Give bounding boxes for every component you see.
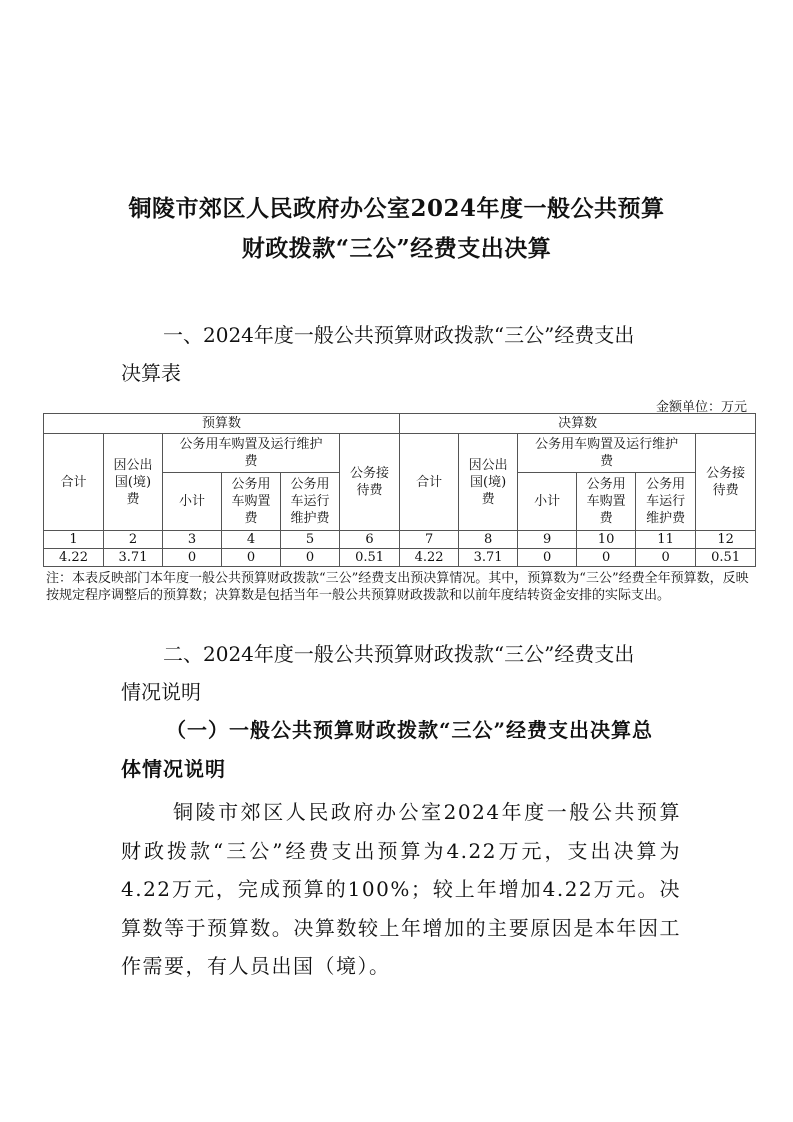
value-cell: 4.22 [44, 549, 104, 567]
index-cell: 3 [163, 531, 222, 549]
value-cell: 4.22 [400, 549, 459, 567]
overall-description-paragraph: 铜陵市郊区人民政府办公室2024年度一般公共预算财政拨款“三公”经费支出预算为4.22万元，支出决算为4.22万元，完成预算的100%；较上年增加4.22万元。决算数等于预算数。决算数较上年增加的主要原因是本年因工作需要，有人员出国（境）。 [121, 800, 681, 978]
header-vehicle-operation: 公务用 车运行 维护费 [281, 473, 340, 531]
index-cell: 8 [459, 531, 518, 549]
index-cell: 1 [44, 531, 104, 549]
index-cell: 10 [577, 531, 636, 549]
section1-heading-cont: 决算表 [121, 361, 181, 385]
document-title-line1: 铜陵市郊区人民政府办公室2024年度一般公共预算 [128, 195, 665, 222]
header-vehicle: 公务用车购置及运行维护 费 [518, 434, 696, 473]
header-subtotal: 小计 [163, 473, 222, 531]
value-cell: 0 [163, 549, 222, 567]
index-cell: 5 [281, 531, 340, 549]
table-note: 注：本表反映部门本年度一般公共预算财政拨款“三公”经费支出预决算情况。其中，预算数为“三公”经费全年预算数，反映按规定程序调整后的预算数；决算数是包括当年一般公共预算财政拨款和以前年度结转资金安排的实际支出。 [46, 571, 749, 603]
index-cell: 9 [518, 531, 577, 549]
header-vehicle-operation: 公务用 车运行 维护费 [636, 473, 696, 531]
value-row [44, 549, 756, 567]
value-cell: 0.51 [340, 549, 400, 567]
index-cell: 4 [222, 531, 281, 549]
index-row [44, 531, 756, 549]
header-vehicle-purchase: 公务用 车购置 费 [222, 473, 281, 531]
value-cell: 0 [518, 549, 577, 567]
index-cell: 6 [340, 531, 400, 549]
amount-unit: 金额单位：万元 [655, 400, 747, 415]
header-vehicle: 公务用车购置及运行维护 费 [163, 434, 340, 473]
index-cell: 12 [696, 531, 756, 549]
section1-heading: 一、2024年度一般公共预算财政拨款“三公”经费支出 [163, 323, 635, 347]
value-cell: 0 [577, 549, 636, 567]
document-title-line2: 财政拨款“三公”经费支出决算 [241, 235, 552, 262]
index-cell: 7 [400, 531, 459, 549]
index-cell: 11 [636, 531, 696, 549]
subsection1-heading: （一）一般公共预算财政拨款“三公”经费支出决算总 [166, 718, 654, 742]
value-cell: 0.51 [696, 549, 756, 567]
header-subtotal: 小计 [518, 473, 577, 531]
group-header-final: 决算数 [400, 414, 756, 434]
header-total: 合计 [44, 434, 104, 531]
group-header-budget: 预算数 [44, 414, 400, 434]
subsection1-heading-cont: 体情况说明 [121, 757, 226, 781]
value-cell: 0 [636, 549, 696, 567]
three-public-expense-table [43, 413, 756, 567]
value-cell: 3.71 [459, 549, 518, 567]
header-vehicle-purchase: 公务用 车购置 费 [577, 473, 636, 531]
section2-heading-cont: 情况说明 [121, 680, 201, 704]
value-cell: 3.71 [104, 549, 163, 567]
section2-heading: 二、2024年度一般公共预算财政拨款“三公”经费支出 [163, 642, 635, 666]
index-cell: 2 [104, 531, 163, 549]
value-cell: 0 [222, 549, 281, 567]
header-reception: 公务接 待费 [696, 434, 756, 531]
value-cell: 0 [281, 549, 340, 567]
header-abroad: 因公出 国(境) 费 [459, 434, 518, 531]
header-abroad: 因公出 国(境) 费 [104, 434, 163, 531]
header-total: 合计 [400, 434, 459, 531]
header-reception: 公务接 待费 [340, 434, 400, 531]
